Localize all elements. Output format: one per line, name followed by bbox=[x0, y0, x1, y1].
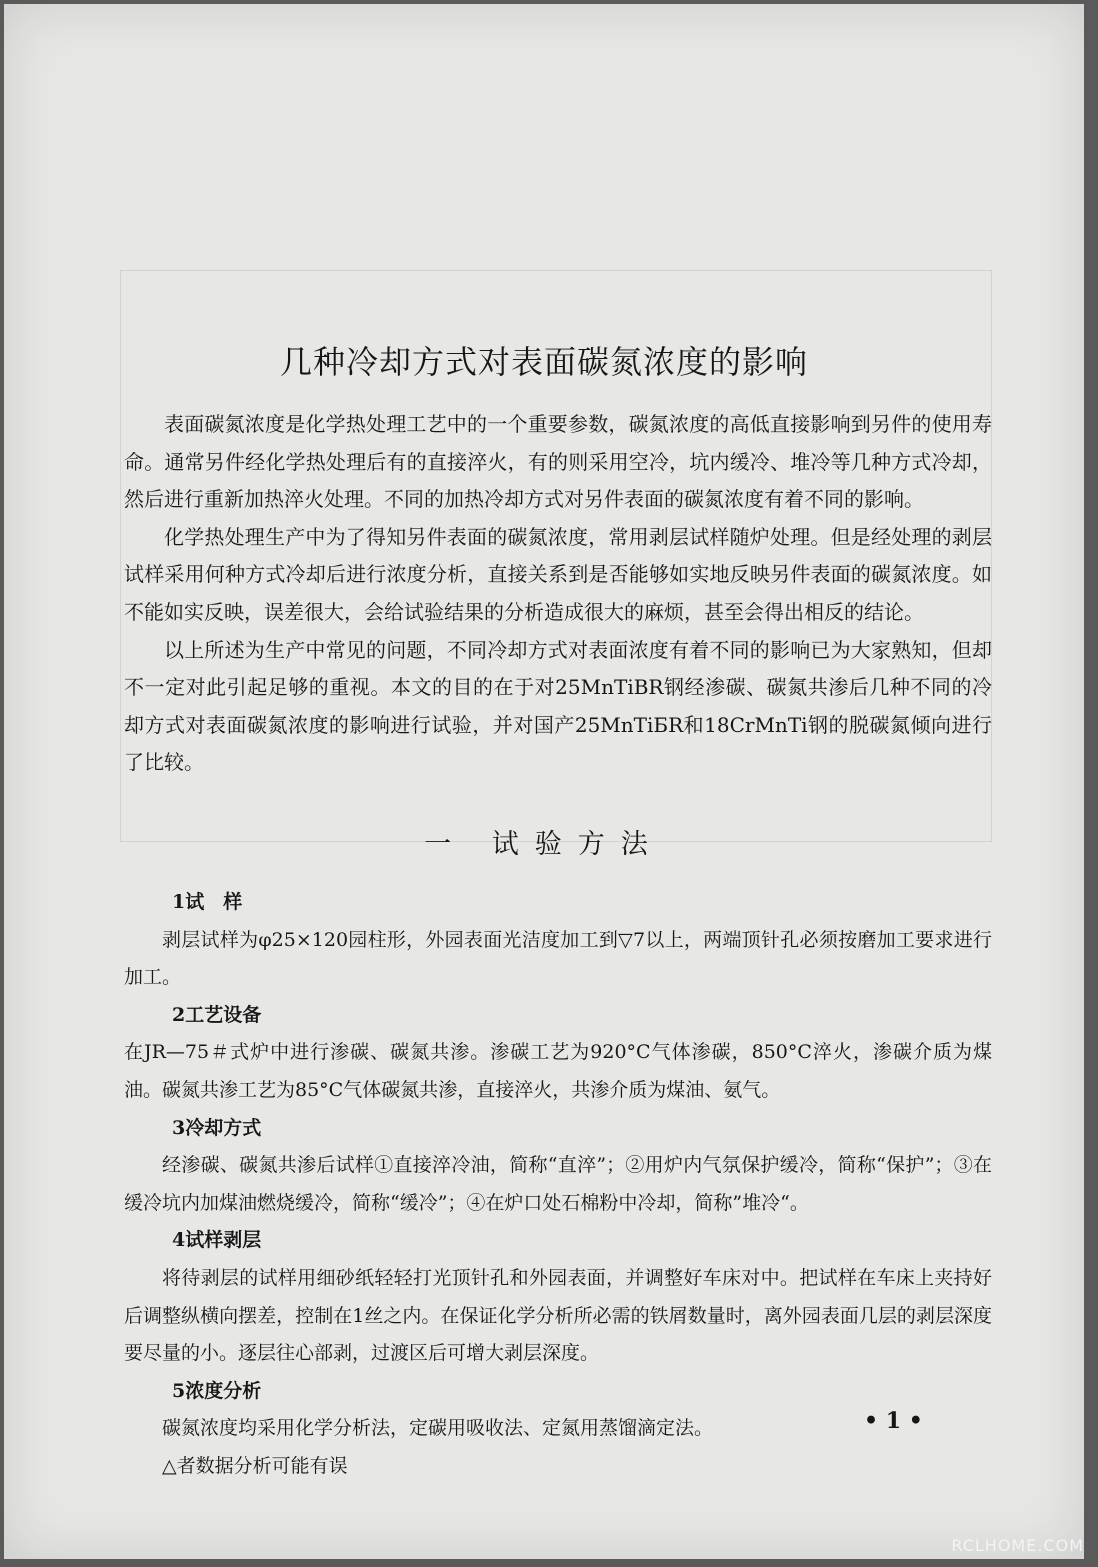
subsection-note: △者数据分析可能有误 bbox=[162, 1454, 348, 1477]
intro-paragraph-1: 表面碳氮浓度是化学热处理工艺中的一个重要参数，碳氮浓度的高低直接影响到另件的使用寿命。通常另件经化学热处理后有的直接淬火，有的则采用空冷，坑内缓冷、堆冷等几种方式冷却，然后进行重新加热淬火处理。不同的加热冷却方式对另件表面的碳氮浓度有着不同的影响。 bbox=[124, 412, 992, 512]
subsection-heading-5: 5浓度分析 bbox=[172, 1379, 262, 1402]
subsection-text-5: 碳氮浓度均采用化学分析法，定碳用吸收法、定氮用蒸馏滴定法。 bbox=[162, 1417, 714, 1440]
subsection-heading-2: 2工艺设备 bbox=[172, 1003, 262, 1026]
intro-paragraph-2: 化学热处理生产中为了得知另件表面的碳氮浓度，常用剥层试样随炉处理。但是经处理的剥层试样采用何种方式冷却后进行浓度分析，直接关系到是否能够如实地反映另件表面的碳氮浓度。如不能如实反映，误差很大，会给试验结果的分析造成很大的麻烦，甚至会得出相反的结论。 bbox=[124, 524, 992, 624]
methods-section bbox=[124, 884, 992, 1486]
subsection-heading-4: 4试样剥层 bbox=[172, 1229, 262, 1252]
intro-paragraph-3: 以上所述为生产中常见的问题，不同冷却方式对表面浓度有着不同的影响已为大家熟知，但却不一定对此引起足够的重视。本文的目的在于对25MnTiBR钢经渗碳、碳氮共渗后几种不同的冷却方式对表面碳氮浓度的影响进行试验，并对国产25MnTiБR和18CrMnTi钢的脱碳氮倾向进行了比较。 bbox=[124, 637, 992, 775]
section-heading: 一 试验方法 bbox=[424, 829, 664, 860]
subsection-text-1: 剥层试样为φ25×120园柱形，外园表面光洁度加工到▽7以上，两端顶针孔必须按磨加工要求进行加工。 bbox=[124, 928, 992, 989]
page-number: • 1 • bbox=[864, 1408, 923, 1434]
intro-section bbox=[124, 406, 992, 782]
subsection-text-4: 将待剥层的试样用细砂纸轻轻打光顶针孔和外园表面，并调整好车床对中。把试样在车床上夹持好后调整纵横向摆差，控制在1丝之内。在保证化学分析所必需的铁屑数量时，离外园表面几层的剥层深度要尽量的小。逐层往心部剥，过渡区后可增大剥层深度。 bbox=[124, 1266, 992, 1365]
subsection-heading-1: 1试 样 bbox=[172, 891, 243, 913]
article-title: 几种冷却方式对表面碳氮浓度的影响 bbox=[279, 343, 808, 382]
watermark: RCLHOME.COM bbox=[951, 1536, 1084, 1555]
subsection-text-2: 在JR—75＃式炉中进行渗碳、碳氮共渗。渗碳工艺为920°C气体渗碳，850°C淬火，渗碳介质为煤油。碳氮共渗工艺为85°C气体碳氮共渗，直接淬火，共渗介质为煤油、氨气。 bbox=[124, 1041, 992, 1101]
subsection-text-3: 经渗碳、碳氮共渗后试样①直接淬冷油，简称“直淬”；②用炉内气氛保护缓冷，简称“保护”；③在缓冷坑内加煤油燃烧缓冷，简称“缓冷”；④在炉口处石棉粉中冷却，简称”堆冷“。 bbox=[124, 1154, 992, 1214]
subsection-heading-3: 3冷却方式 bbox=[172, 1116, 262, 1139]
document-page bbox=[4, 4, 1084, 1559]
